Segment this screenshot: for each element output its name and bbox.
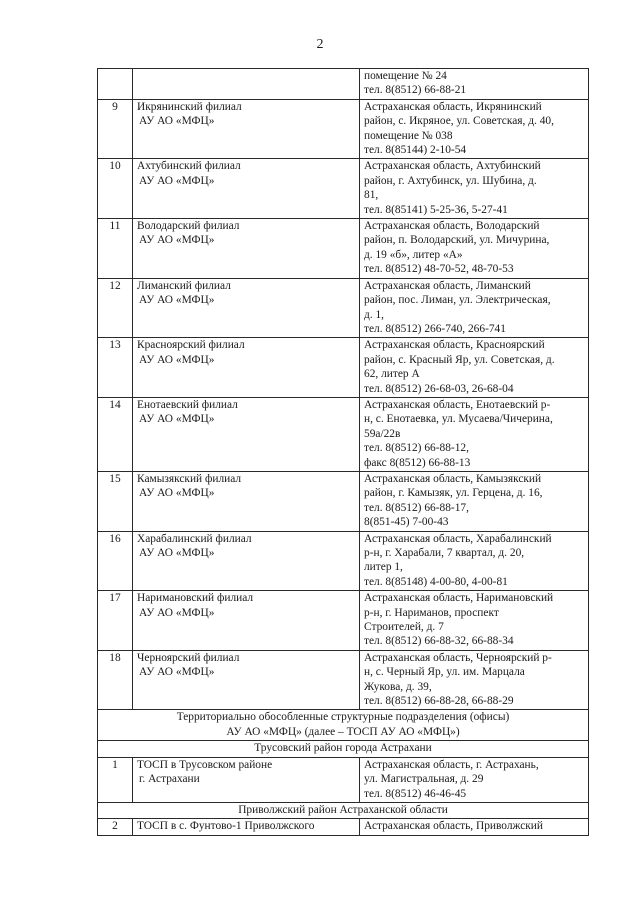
address-line: н, с. Черный Яр, ул. им. Марцала: [364, 666, 525, 679]
row-number-cell: 13: [98, 338, 133, 398]
branch-name-line: Ахтубинский филиал: [137, 160, 241, 173]
row-number-cell: 15: [98, 471, 133, 531]
branch-name-line: Икрянинский филиал: [137, 100, 242, 113]
address-line: р-н, г. Харабали, 7 квартал, д. 20,: [364, 547, 525, 559]
address-line: 62, литер А: [364, 368, 420, 381]
branch-name-line: АУ АО «МФЦ»: [139, 174, 215, 187]
address-line: Астраханская область, Икрянинский: [364, 100, 542, 113]
table-row: [98, 397, 589, 471]
branch-name-line: АУ АО «МФЦ»: [139, 547, 215, 559]
branch-name-line: ТОСП в Трусовском районе: [137, 758, 273, 771]
branch-name-line: Лиманский филиал: [137, 279, 231, 292]
branch-address-cell: [360, 397, 589, 471]
address-line: Астраханская область, Володарский: [364, 220, 540, 233]
address-line: Строителей, д. 7: [364, 621, 444, 634]
address-line: тел. 8(8512) 66-88-21: [364, 84, 467, 97]
subsection-header: [98, 741, 589, 757]
address-line: тел. 8(85148) 4-00-80, 4-00-81: [364, 575, 508, 588]
subsection-header-text: Приволжский район Астраханской области: [238, 803, 448, 816]
branch-name-line: г. Астрахани: [139, 773, 200, 786]
row-number-cell: 17: [98, 591, 133, 651]
address-line: помещение № 24: [364, 70, 447, 82]
section-header-text: АУ АО «МФЦ» (далее – ТОСП АУ АО «МФЦ»): [226, 725, 460, 738]
subsection-header-cell: [98, 741, 589, 757]
branch-name-line: АУ АО «МФЦ»: [139, 353, 215, 366]
branch-name-line: АУ АО «МФЦ»: [139, 413, 215, 426]
branch-name-cell: [133, 397, 360, 471]
branch-name-line: ТОСП в с. Фунтово-1 Приволжского: [137, 820, 315, 833]
address-line: тел. 8(8512) 66-88-12,: [364, 442, 469, 455]
address-line: д. 19 «б», литер «А»: [364, 248, 463, 261]
branch-name-line: Камызякский филиал: [137, 472, 242, 485]
row-number-cell: 1: [98, 757, 133, 802]
address-line: район, п. Володарский, ул. Мичурина,: [364, 234, 550, 247]
row-number-cell: 11: [98, 219, 133, 279]
address-line: Астраханская область, Енотаевский р-: [364, 398, 551, 411]
branch-name-line: Харабалинский филиал: [137, 532, 252, 545]
table-row: [98, 757, 589, 802]
address-line: Астраханская область, Харабалинский: [364, 532, 552, 545]
table-row: [98, 219, 589, 279]
address-line: Астраханская область, Камызякский: [364, 472, 542, 485]
branch-name-cell: [133, 278, 360, 338]
page-number: 2: [316, 37, 324, 52]
branch-name-line: Черноярский филиал: [137, 651, 240, 664]
branch-address-cell: [360, 471, 589, 531]
address-line: тел. 8(8512) 48-70-52, 48-70-53: [364, 263, 514, 276]
address-line: Астраханская область, Лиманский: [364, 279, 531, 292]
branch-name-line: АУ АО «МФЦ»: [139, 606, 215, 619]
branch-address-cell: [360, 757, 589, 802]
table-row: [98, 99, 589, 159]
subsection-header-text: Трусовский район города Астрахани: [254, 742, 432, 755]
table-row: [98, 531, 589, 591]
branch-name-line: АУ АО «МФЦ»: [139, 115, 215, 128]
branch-name-line: Енотаевский филиал: [137, 398, 238, 411]
section-header-text: Территориально обособленные структурные подразделения (офисы): [176, 711, 510, 724]
branch-name-cell: [133, 159, 360, 219]
row-number-cell: [98, 69, 133, 100]
address-line: 59а/22в: [364, 427, 401, 440]
branch-name-cell: [133, 219, 360, 279]
address-line: тел. 8(8512) 66-88-17,: [364, 501, 469, 514]
branch-address-cell: [360, 531, 589, 591]
branch-name-cell: [133, 531, 360, 591]
address-line: Астраханская область, Ахтубинский: [364, 160, 541, 173]
address-line: район, г. Камызяк, ул. Герцена, д. 16,: [364, 487, 543, 500]
address-line: д. 1,: [364, 308, 385, 321]
address-line: ул. Магистральная, д. 29: [364, 773, 484, 786]
branch-name-line: Красноярский филиал: [137, 339, 245, 352]
table-row: [98, 819, 589, 835]
row-number-cell: 14: [98, 397, 133, 471]
address-line: тел. 8(8512) 66-88-28, 66-88-29: [364, 695, 514, 708]
branch-name-cell: [133, 471, 360, 531]
branch-name-line: Володарский филиал: [137, 220, 240, 233]
address-line: Астраханская область, Наримановский: [364, 592, 554, 605]
branch-address-cell: [360, 219, 589, 279]
address-line: Астраханская область, Красноярский: [364, 339, 545, 352]
branch-name-cell: [133, 591, 360, 651]
address-line: тел. 8(8512) 46-46-45: [364, 787, 467, 800]
branch-address-cell: [360, 69, 589, 100]
table-row: [98, 471, 589, 531]
branch-name-cell: [133, 757, 360, 802]
row-number-cell: 10: [98, 159, 133, 219]
branch-address-cell: [360, 159, 589, 219]
address-line: н, с. Енотаевка, ул. Мусаева/Чичерина,: [364, 413, 553, 426]
address-line: тел. 8(8512) 26-68-03, 26-68-04: [364, 382, 514, 395]
branch-name-cell: [133, 69, 360, 100]
address-line: помещение № 038: [364, 129, 453, 142]
address-line: Жукова, д. 39,: [364, 680, 432, 693]
branch-name-cell: [133, 99, 360, 159]
branch-name-line: АУ АО «МФЦ»: [139, 666, 215, 679]
branch-name-line: АУ АО «МФЦ»: [139, 487, 215, 500]
address-line: район, г. Ахтубинск, ул. Шубина, д.: [364, 174, 537, 187]
address-line: 8(851-45) 7-00-43: [364, 516, 449, 529]
branch-name-cell: [133, 338, 360, 398]
branch-address-cell: [360, 99, 589, 159]
address-line: Астраханская область, г. Астрахань,: [364, 758, 539, 771]
subsection-header-cell: [98, 802, 589, 818]
branch-name-line: АУ АО «МФЦ»: [139, 294, 215, 307]
branch-address-cell: [360, 278, 589, 338]
address-line: Астраханская область, Черноярский р-: [364, 651, 552, 664]
mfc-branches-table: [97, 68, 589, 836]
address-line: Астраханская область, Приволжский: [364, 820, 543, 833]
subsection-header: [98, 802, 589, 818]
address-line: район, с. Красный Яр, ул. Советская, д.: [364, 353, 555, 366]
table-row: [98, 159, 589, 219]
branch-name-cell: [133, 819, 360, 835]
table-row: [98, 338, 589, 398]
branch-name-cell: [133, 650, 360, 710]
section-header: [98, 710, 589, 741]
address-line: р-н, г. Нариманов, проспект: [364, 606, 499, 619]
address-line: тел. 8(8512) 66-88-32, 66-88-34: [364, 635, 514, 648]
address-line: район, пос. Лиман, ул. Электрическая,: [364, 294, 551, 307]
branch-address-cell: [360, 819, 589, 835]
address-line: тел. 8(85141) 5-25-36, 5-27-41: [364, 203, 508, 216]
table-row: [98, 591, 589, 651]
branch-name-line: Наримановский филиал: [137, 592, 254, 605]
branch-address-cell: [360, 650, 589, 710]
row-number-cell: 12: [98, 278, 133, 338]
branch-address-cell: [360, 338, 589, 398]
address-line: тел. 8(85144) 2-10-54: [364, 144, 467, 157]
row-number-cell: 18: [98, 650, 133, 710]
branch-address-cell: [360, 591, 589, 651]
table-row: [98, 278, 589, 338]
table-row-continued: [98, 69, 589, 100]
section-header-cell: [98, 710, 589, 741]
branch-name-line: АУ АО «МФЦ»: [139, 234, 215, 247]
row-number-cell: 2: [98, 819, 133, 835]
address-line: район, с. Икряное, ул. Советская, д. 40,: [364, 115, 554, 128]
address-line: литер 1,: [364, 561, 403, 574]
address-line: факс 8(8512) 66-88-13: [364, 456, 471, 469]
address-line: тел. 8(8512) 266-740, 266-741: [364, 322, 506, 335]
row-number-cell: 16: [98, 531, 133, 591]
address-line: 81,: [364, 189, 379, 202]
table-row: [98, 650, 589, 710]
row-number-cell: 9: [98, 99, 133, 159]
